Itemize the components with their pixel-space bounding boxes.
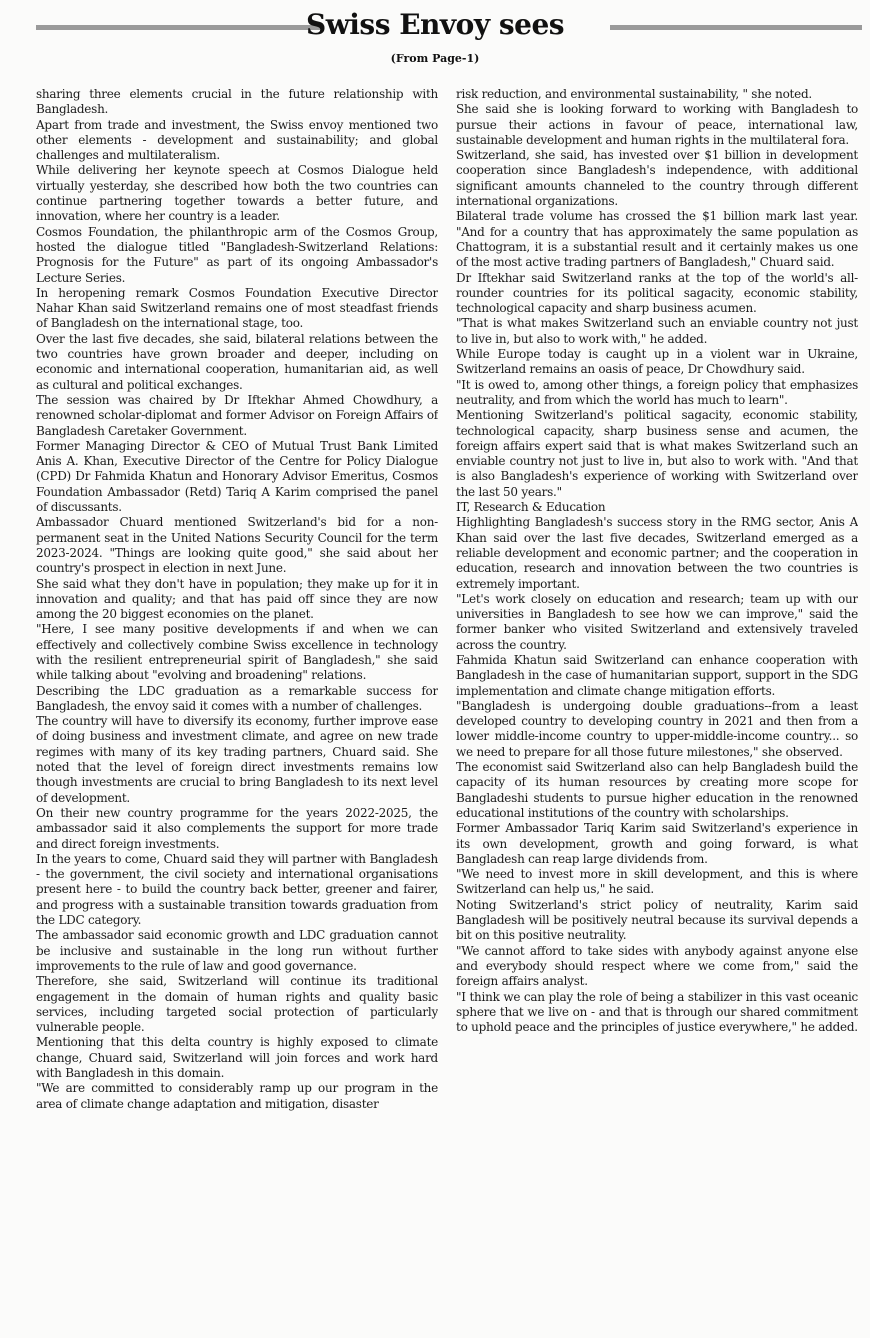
paragraph: "It is owed to, among other things, a foreign policy that emphasizes neutrality, and from which the world has much to learn". <box>456 377 858 407</box>
paragraph: sharing three elements crucial in the future relationship with Bangladesh. <box>36 87 438 117</box>
paragraph: She said what they don't have in population; they make up for it in innovation and quality; and that has paid off since they are now among the 20 biggest economies on the planet. <box>36 576 438 622</box>
paragraph: "Bangladesh is undergoing double graduations--from a least developed country to developing country in 2021 and then from a lower middle-income country to upper-middle-income country... so we need to prepare for all those future milestones," she observed. <box>456 698 858 759</box>
section-subheading: IT, Research & Education <box>456 500 606 515</box>
article-column-left <box>36 87 438 1327</box>
paragraph: "Let's work closely on education and research; team up with our universities in Bangladesh to see how we can improve," said the former banker who visited Switzerland and extensively traveled across the country. <box>456 591 858 652</box>
paragraph: Mentioning Switzerland's political sagacity, economic stability, technological capacity, sharp business sense and acumen, the foreign affairs expert said that is what makes Switzerland such an enviable country not just to live in, but also to work with. "And that is also Bangladesh's experience of working with Switzerland over the last 50 years." <box>456 408 858 499</box>
paragraph: Therefore, she said, Switzerland will continue its traditional engagement in the domain of human rights and quality basic services, including targeted social protection of particularly vulnerable people. <box>36 974 438 1035</box>
paragraph: The economist said Switzerland also can help Bangladesh build the capacity of its human resources by creating more scope for Bangladeshi students to pursue higher education in the renowned educational institutions of the country with scholarships. <box>456 760 858 820</box>
paragraph: Bilateral trade volume has crossed the $1 billion mark last year. "And for a country that has approximately the same population as Chattogram, it is a substantial result and it certainly makes us one of the most active trading partners of Bangladesh," Chuard said. <box>456 209 858 270</box>
paragraph: Dr Iftekhar said Switzerland ranks at the top of the world's all-rounder countries for its political sagacity, economic stability, technological capacity and sharp business acumen. <box>456 270 858 316</box>
paragraph: Over the last five decades, she said, bilateral relations between the two countries have grown broader and deeper, including on economic and international cooperation, humanitarian aid, as well as cultural and political exchanges. <box>36 331 438 392</box>
paragraph: "We need to invest more in skill development, and this is where Switzerland can help us," he said. <box>456 867 858 897</box>
paragraph: Former Ambassador Tariq Karim said Switzerland's experience in its own development, growth and going forward, is what Bangladesh can reap large dividends from. <box>456 821 858 866</box>
paragraph: "We are committed to considerably ramp up our program in the area of climate change adaptation and mitigation, disaster <box>36 1081 438 1111</box>
paragraph: Cosmos Foundation, the philanthropic arm of the Cosmos Group, hosted the dialogue titled "Bangladesh-Switzerland Relations: Prognosis for the Future" as part of its ongoing Ambassador's Lecture Series. <box>36 224 438 285</box>
paragraph: In the years to come, Chuard said they will partner with Bangladesh - the government, the civil society and international organisations present here - to build the country back better, greener and fairer, and progress with a sustainable transition towards graduation from the LDC category. <box>36 851 438 928</box>
paragraph: While Europe today is caught up in a violent war in Ukraine, Switzerland remains an oasis of peace, Dr Chowdhury said. <box>456 347 858 377</box>
paragraph: Apart from trade and investment, the Swiss envoy mentioned two other elements - development and sustainability; and global challenges and multilateralism. <box>36 117 438 163</box>
paragraph: Ambassador Chuard mentioned Switzerland's bid for a non-permanent seat in the United Nations Security Council for the term 2023-2024. "Things are looking quite good," she said about her country's prospect in election in next June. <box>36 515 438 576</box>
paragraph: While delivering her keynote speech at Cosmos Dialogue held virtually yesterday, she described how both the two countries can continue partnering together towards a better future, and innovation, where her country is a leader. <box>36 163 438 224</box>
paragraph: The session was chaired by Dr Iftekhar Ahmed Chowdhury, a renowned scholar-diplomat and former Advisor on Foreign Affairs of Bangladesh Caretaker Government. <box>36 392 438 438</box>
paragraph: Highlighting Bangladesh's success story in the RMG sector, Anis A Khan said over the last five decades, Switzerland emerged as a reliable development and economic partner; and the cooperation in education, research and innovation between the two countries is extremely important. <box>456 515 858 591</box>
paragraph: In heropening remark Cosmos Foundation Executive Director Nahar Khan said Switzerland remains one of most steadfast friends of Bangladesh on the international stage, too. <box>36 285 438 331</box>
paragraph: Switzerland, she said, has invested over $1 billion in development cooperation since Bangladesh's independence, with additional significant amounts channeled to the country through different international organizations. <box>456 148 858 209</box>
paragraph: risk reduction, and environmental sustainability, " she noted. <box>456 87 812 101</box>
paragraph: Mentioning that this delta country is highly exposed to climate change, Chuard said, Switzerland will join forces and work hard with Bangladesh in this domain. <box>36 1035 438 1080</box>
article-column-right <box>456 87 858 1327</box>
continuation-note: (From Page-1) <box>390 52 480 65</box>
paragraph: She said she is looking forward to working with Bangladesh to pursue their actions in favour of peace, international law, sustainable development and human rights in the multilateral fora. <box>456 102 858 147</box>
paragraph: "Here, I see many positive developments if and when we can effectively and collectively combine Swiss excellence in technology with the resilient entrepreneurial spirit of Bangladesh," she said while talking about "evolving and broadening" relations. <box>36 622 438 683</box>
paragraph: Fahmida Khatun said Switzerland can enhance cooperation with Bangladesh in the case of humanitarian support, support in the SDG implementation and climate change mitigation efforts. <box>456 652 858 698</box>
paragraph: Noting Switzerland's strict policy of neutrality, Karim said Bangladesh will be positively neutral because its survival depends a bit on this positive neutrality. <box>456 897 858 943</box>
paragraph: "I think we can play the role of being a stabilizer in this vast oceanic sphere that we live on - and that is through our shared commitment to uphold peace and the principles of justice everywhere," he added. <box>456 989 858 1035</box>
paragraph: "We cannot afford to take sides with anybody against anyone else and everybody should respect where we come from," said the foreign affairs analyst. <box>456 943 858 989</box>
paragraph: The ambassador said economic growth and LDC graduation cannot be inclusive and sustainable in the long run without further improvements to the rule of law and good governance. <box>36 928 438 973</box>
paragraph: On their new country programme for the years 2022-2025, the ambassador said it also complements the support for more trade and direct foreign investments. <box>36 805 438 851</box>
paragraph: The country will have to diversify its economy, further improve ease of doing business and investment climate, and agree on new trade regimes with many of its key trading partners, Chuard said. She noted that the level of foreign direct investments remains low though investments are crucial to bring Bangladesh to its next level of development. <box>36 714 438 805</box>
paragraph: Describing the LDC graduation as a remarkable success for Bangladesh, the envoy said it comes with a number of challenges. <box>36 683 438 713</box>
paragraph: "That is what makes Switzerland such an enviable country not just to live in, but also to work with," he added. <box>456 316 858 346</box>
paragraph: Former Managing Director & CEO of Mutual Trust Bank Limited Anis A. Khan, Executive Director of the Centre for Policy Dialogue (CPD) Dr Fahmida Khatun and Honorary Advisor Emeritus, Cosmos Foundation Ambassador (Retd) Tariq A Karim comprised the panel of discussants. <box>36 438 438 515</box>
headline: Swiss Envoy sees <box>305 8 565 41</box>
